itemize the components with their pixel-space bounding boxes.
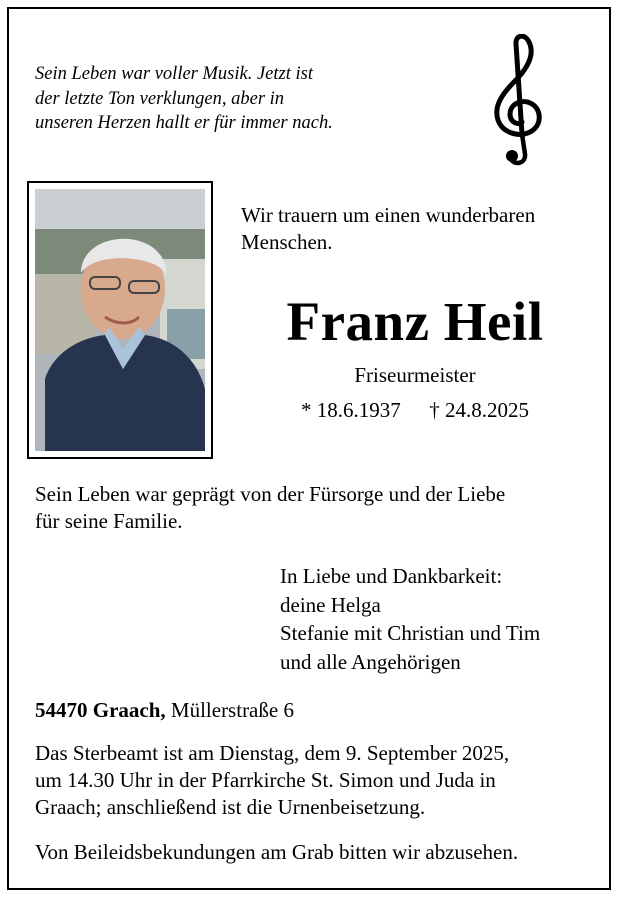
family-line: deine Helga — [280, 592, 381, 617]
funeral-line: um 14.30 Uhr in der Pfarrkirche St. Simon und Juda in — [35, 768, 496, 792]
intro-line: Wir trauern um einen wunderbaren — [241, 203, 536, 227]
life-line: Sein Leben war geprägt von der Fürsorge und der Liebe — [35, 482, 506, 506]
funeral-line: Graach; anschließend ist die Urnenbeisetzung. — [35, 795, 426, 819]
portrait-frame — [27, 181, 213, 459]
memorial-quote — [35, 62, 435, 136]
treble-clef-icon — [488, 34, 550, 168]
life-description — [35, 481, 595, 535]
quote-line: unseren Herzen hallt er für immer nach. — [35, 113, 333, 133]
quote-line: der letzte Ton verklungen, aber in — [35, 88, 285, 109]
funeral-details — [35, 740, 509, 821]
death-date: † 24.8.2025 — [429, 398, 529, 422]
family-line: In Liebe und Dankbarkeit: — [280, 564, 503, 588]
family-line: und alle Angehörigen — [280, 649, 461, 674]
birth-date: * 18.6.1937 — [301, 398, 401, 422]
mourning-address — [35, 698, 294, 723]
life-dates — [240, 398, 590, 423]
family-line: Stefanie mit Christian und Tim — [280, 621, 541, 645]
deceased-profession: Friseurmeister — [354, 363, 476, 387]
intro-text — [241, 202, 535, 256]
funeral-line: Das Sterbeamt ist am Dienstag, dem 9. September 2025, — [35, 741, 510, 765]
condolence-note: Von Beileidsbekundungen am Grab bitten wir abzusehen. — [35, 840, 519, 864]
deceased-name: Franz Heil — [286, 291, 544, 352]
portrait-illustration — [35, 189, 205, 451]
portrait-photo — [35, 189, 205, 451]
life-line: für seine Familie. — [35, 509, 183, 533]
address-city: 54470 Graach, — [35, 698, 166, 722]
address-street: Müllerstraße 6 — [170, 698, 294, 722]
quote-line: Sein Leben war voller Musik. Jetzt ist — [35, 64, 313, 84]
intro-line: Menschen. — [241, 230, 333, 254]
family-signature — [280, 562, 540, 676]
